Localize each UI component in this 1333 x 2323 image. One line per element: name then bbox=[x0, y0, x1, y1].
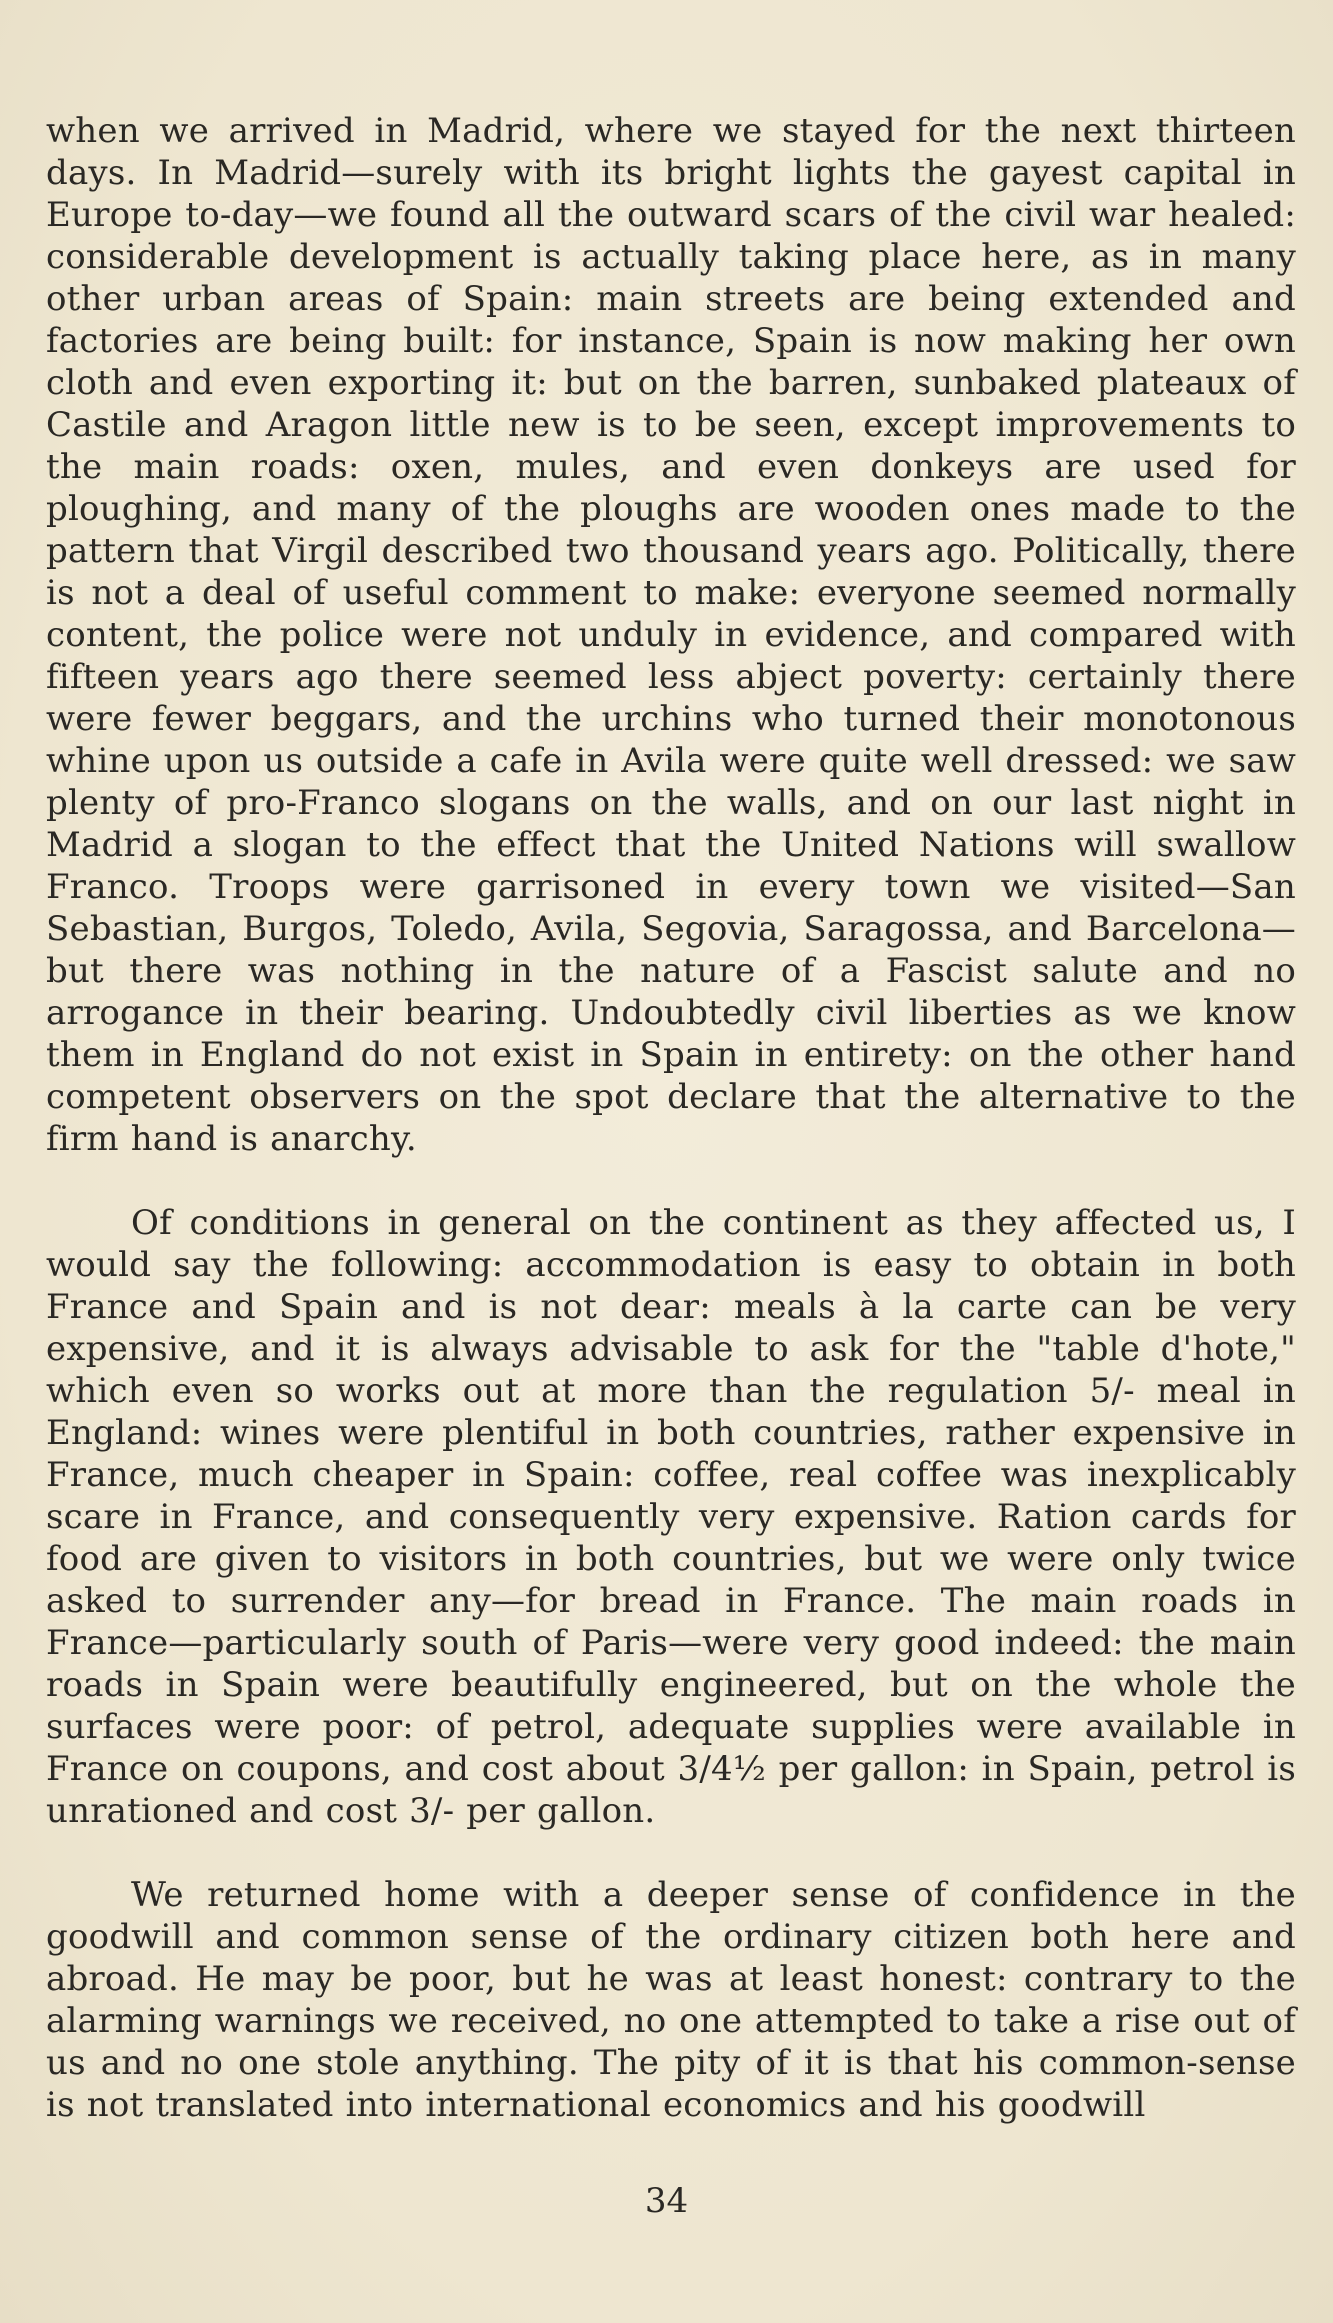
paragraph-conditions: Of conditions in general on the continent as they affected us, I would say the following: accommodation is easy to obtain in both France and Spain and is not dear: meals à la carte can be very expensive, and it is always advisable to ask for the "table d'hote," which even so works out at more than the regulation 5/- meal in England: wines were plentiful in both countries, rather expensive in France, much cheaper in Spain: coffee, real coffee was inexplicably scare in France, and consequently very expensive. Ration cards for food are given to visitors in both countries, but we were only twice asked to surrender any—for bread in France. The main roads in France—particularly south of Paris—were very good indeed: the main roads in Spain were beautifully engineered, but on the whole the surfaces were poor: of petrol, adequate supplies were available in France on coupons, and cost about 3/4½ per gallon: in Spain, petrol is unrationed and cost 3/- per gallon. bbox=[46, 1203, 1296, 1831]
paragraph-madrid: when we arrived in Madrid, where we stayed for the next thirteen days. In Madrid—surely with its bright lights the gayest capital in Europe to-day—we found all the outward scars of the civil war healed: considerable development is actually taking place here, as in many other urban areas of Spain: main streets are being extended and factories are being built: for instance, Spain is now making her own cloth and even exporting it: but on the barren, sunbaked plateaux of Castile and Aragon little new is to be seen, except improvements to the main roads: oxen, mules, and even donkeys are used for ploughing, and many of the ploughs are wooden ones made to the pattern that Virgil described two thousand years ago. Politically, there is not a deal of useful comment to make: everyone seemed normally content, the police were not unduly in evidence, and compared with fifteen years ago there seemed less abject poverty: certainly there were fewer beggars, and the urchins who turned their monotonous whine upon us outside a cafe in Avila were quite well dressed: we saw plenty of pro-Franco slogans on the walls, and on our last night in Madrid a slogan to the effect that the United Nations will swallow Franco. Troops were garrisoned in every town we visited—San Sebastian, Burgos, Toledo, Avila, Segovia, Saragossa, and Barcelona—but there was nothing in the nature of a Fascist salute and no arrogance in their bearing. Undoubtedly civil liberties as we know them in England do not exist in Spain in entirety: on the other hand competent observers on the spot declare that the alternative to the firm hand is anarchy. bbox=[46, 111, 1296, 1159]
page-number: 34 bbox=[644, 2181, 689, 2221]
paragraph-return-home: We returned home with a deeper sense of confidence in the goodwill and common sense of the ordinary citizen both here and abroad. He may be poor, but he was at least honest: contrary to the alarming warnings we received, no one attempted to take a rise out of us and no one stole anything. The pity of it is that his common-sense is not translated into international economics and his goodwill bbox=[46, 1875, 1296, 2125]
body-text bbox=[46, 110, 1296, 2126]
